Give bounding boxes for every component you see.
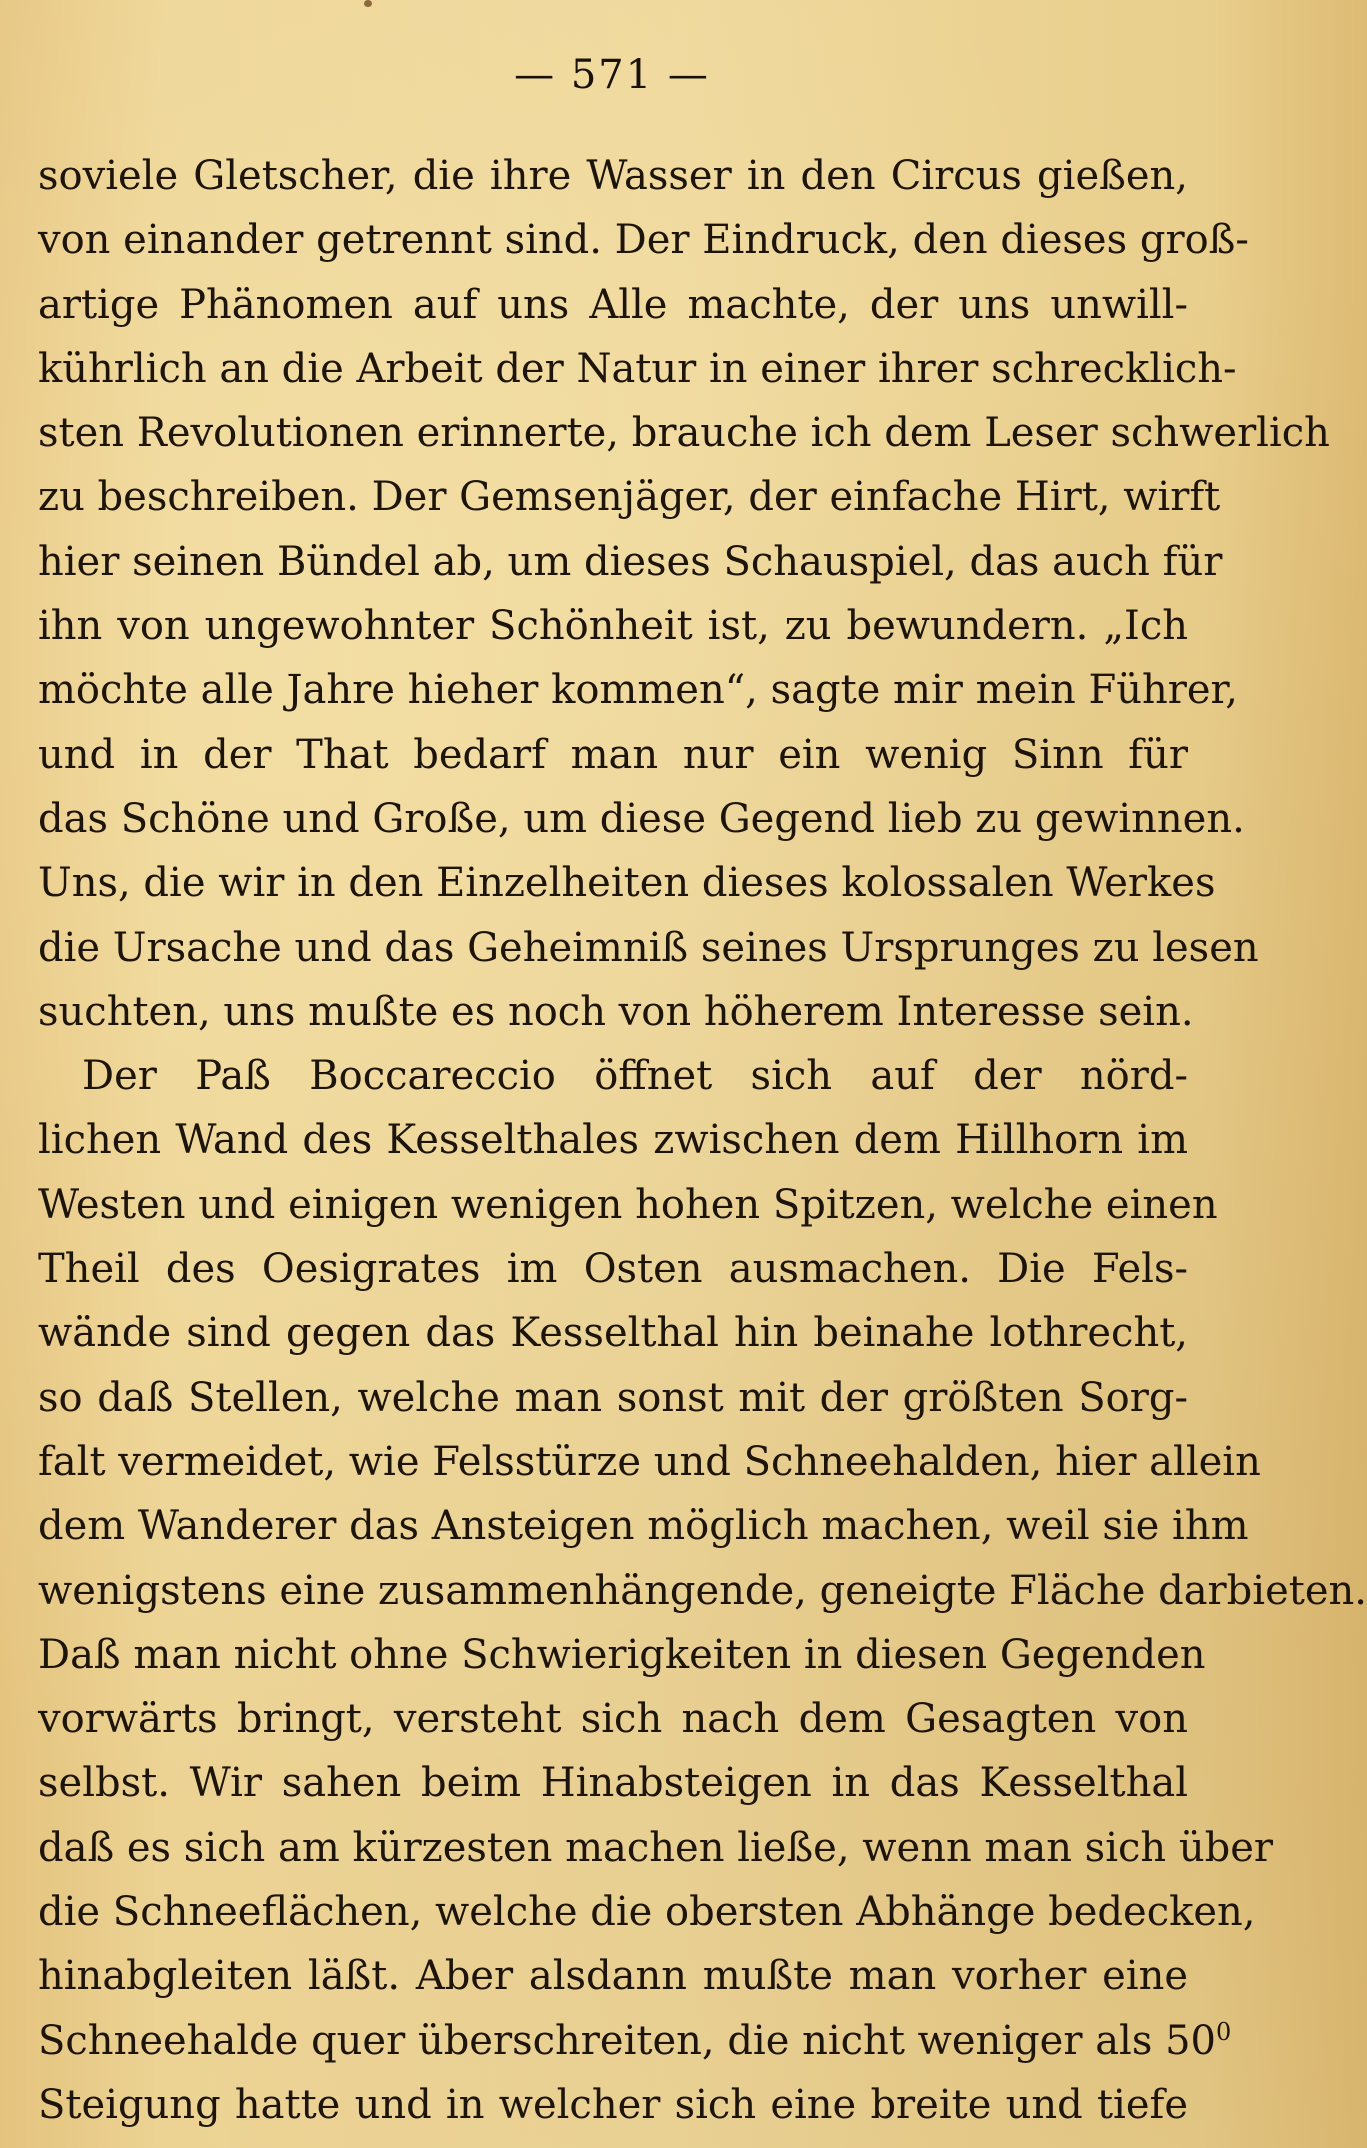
text-line: und in der That bedarf man nur ein wenig Sinn für <box>38 731 1188 778</box>
text-line-with-degree <box>38 2009 1232 2073</box>
text-line: Westen und einigen wenigen hohen Spitzen, welche einen <box>38 1181 1218 1228</box>
text-line: vorwärts bringt, versteht sich nach dem Gesagten von <box>38 1696 1188 1743</box>
text-line: das Schöne und Große, um diese Gegend lieb zu gewinnen. <box>38 795 1245 842</box>
print-speck <box>364 0 372 7</box>
text-line: Steigung hatte und in welcher sich eine breite und tiefe <box>38 2081 1188 2128</box>
paragraph-start-line: Der Paß Boccareccio öffnet sich auf der nörd- <box>82 1053 1188 1100</box>
degree-superscript: 0 <box>1215 2017 1232 2046</box>
text-line: so daß Stellen, welche man sonst mit der größten Sorg- <box>38 1374 1188 1421</box>
text-line: die Schneeflächen, welche die obersten Abhänge bedecken, <box>38 1889 1256 1936</box>
text-line: die Ursache und das Geheimniß seines Ursprunges zu lesen <box>38 924 1259 971</box>
text-line: selbst. Wir sahen beim Hinabsteigen in das Kesselthal <box>38 1760 1188 1807</box>
text-line: wände sind gegen das Kesselthal hin beinahe lothrecht, <box>38 1310 1188 1357</box>
text-line-main: Schneehalde quer überschreiten, die nicht weniger als 50 <box>38 2017 1216 2064</box>
text-line: suchten, uns mußte es noch von höherem Interesse sein. <box>38 988 1194 1035</box>
text-line: Theil des Oesigrates im Osten ausmachen. Die Fels- <box>38 1246 1188 1293</box>
text-line: hier seinen Bündel ab, um dieses Schauspiel, das auch für <box>38 538 1223 585</box>
text-line: von einander getrennt sind. Der Eindruck, den dieses groß- <box>38 217 1249 264</box>
text-line: lichen Wand des Kesselthales zwischen dem Hillhorn im <box>38 1117 1188 1164</box>
text-line: soviele Gletscher, die ihre Wasser in den Circus gießen, <box>38 153 1188 199</box>
text-line: möchte alle Jahre hieher kommen“, sagte mir mein Führer, <box>38 667 1238 714</box>
text-line: dem Wanderer das Ansteigen möglich machen, weil sie ihm <box>38 1503 1249 1550</box>
text-line: artige Phänomen auf uns Alle machte, der uns unwill- <box>38 281 1188 328</box>
text-line: zu beschreiben. Der Gemsenjäger, der einfache Hirt, wirft <box>38 474 1221 521</box>
text-line: kührlich an die Arbeit der Natur in einer ihrer schrecklich- <box>38 345 1237 392</box>
text-line: daß es sich am kürzesten machen ließe, wenn man sich über <box>38 1824 1274 1871</box>
page-number: — 571 — <box>514 52 710 98</box>
text-line: falt vermeidet, wie Felsstürze und Schneehalden, hier allein <box>38 1438 1261 1485</box>
text-line: ihn von ungewohnter Schönheit ist, zu bewundern. „Ich <box>38 603 1188 650</box>
body-text <box>38 144 1367 2137</box>
text-line: Daß man nicht ohne Schwierigkeiten in diesen Gegenden <box>38 1631 1206 1678</box>
text-line: Uns, die wir in den Einzelheiten dieses kolossalen Werkes <box>38 860 1216 907</box>
text-line: wenigstens eine zusammenhängende, geneigte Fläche darbieten. <box>38 1567 1367 1614</box>
text-line: sten Revolutionen erinnerte, brauche ich dem Leser schwerlich <box>38 410 1330 457</box>
text-line: hinabgleiten läßt. Aber alsdann mußte man vorher eine <box>38 1953 1188 2000</box>
